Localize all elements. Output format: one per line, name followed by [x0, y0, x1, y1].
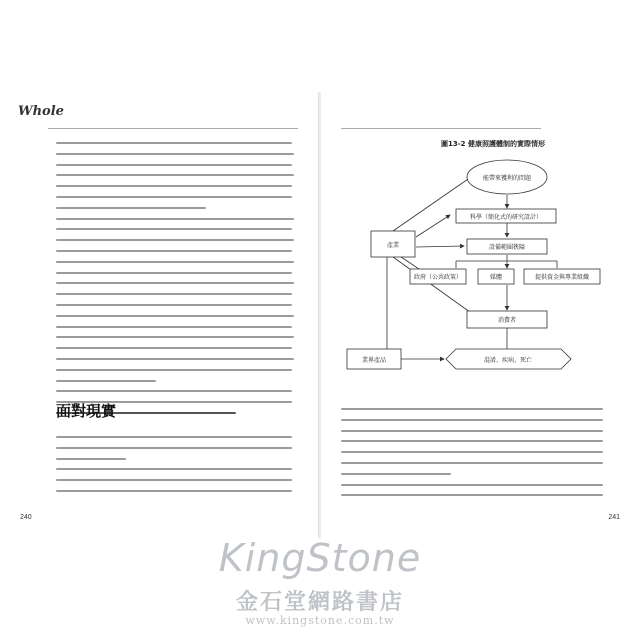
node-outcome: 混淆、疾病、死亡	[483, 357, 533, 364]
header-rule	[48, 128, 298, 129]
figure-title: 圖13-2 健康照護體制的實際情形	[441, 140, 545, 148]
book-spread	[14, 92, 626, 538]
body-text-bottom	[56, 436, 296, 501]
node-science: 科學（簡化式的研究設計）	[469, 214, 543, 221]
section-heading: 面對現實	[56, 402, 117, 420]
watermark-name: 金石堂網路書店	[235, 589, 404, 615]
watermark-brand: KingStone	[218, 536, 422, 580]
node-media: 媒體	[489, 274, 503, 281]
left-page	[14, 92, 319, 538]
body-text-top	[56, 142, 296, 423]
node-consumer: 消費者	[497, 317, 517, 324]
body-text-right	[341, 408, 603, 505]
node-government: 政府（公共政策）	[413, 274, 463, 281]
node-industry: 產業	[386, 242, 400, 249]
right-page	[321, 92, 626, 538]
book-logo: Whole	[18, 104, 64, 119]
node-narrow-scope: 設備範圍狹隘	[488, 244, 526, 251]
node-funding-orgs: 提供資金與專業組織	[534, 274, 590, 281]
node-industry-products: 業界產品	[361, 357, 387, 364]
node-profitable-problem: 能帶來獲利的問題	[482, 175, 532, 182]
page-number-left: 240	[20, 514, 32, 521]
page-number-right: 241	[608, 514, 620, 521]
flow-diagram	[321, 92, 626, 392]
watermark-url: www.kingstone.com.tw	[245, 614, 395, 627]
